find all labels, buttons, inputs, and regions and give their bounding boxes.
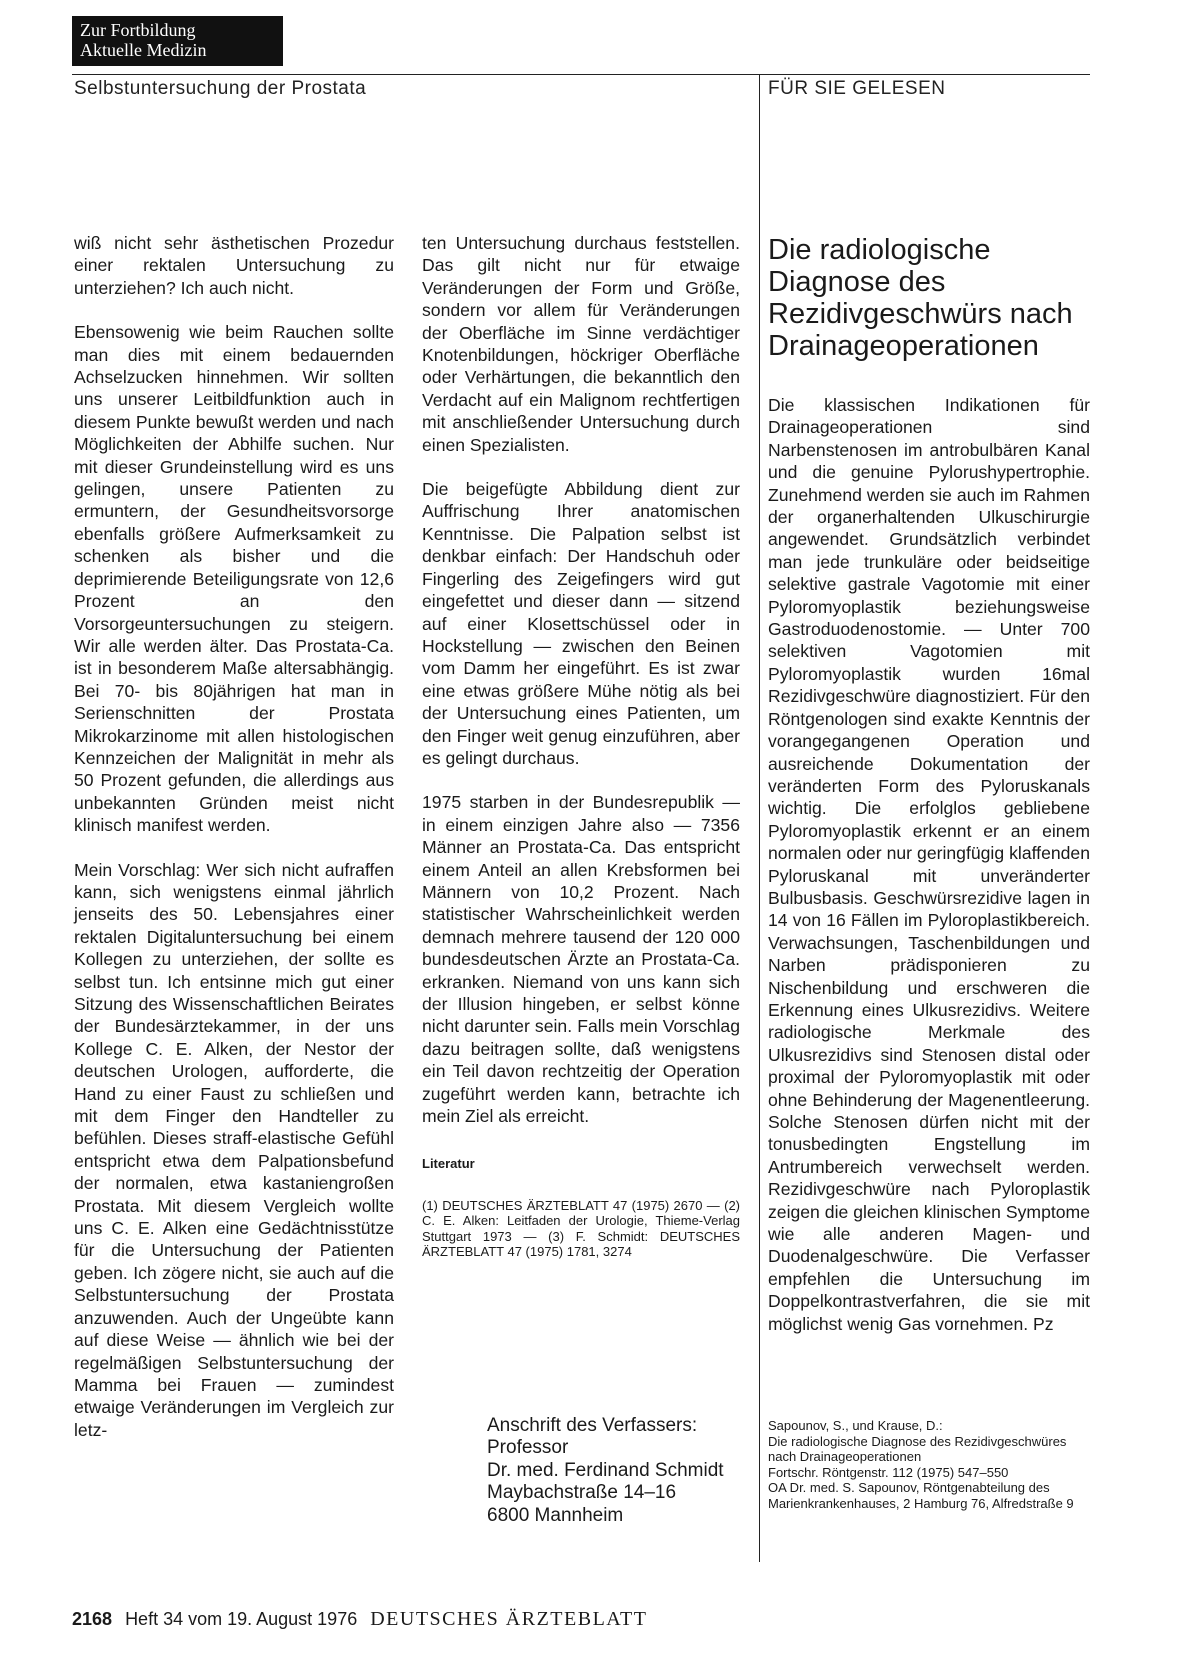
paragraph: Die beigefügte Abbildung dient zur Auffrischung Ihrer anatomischen Kenntnisse. Die Palpation selbst ist denkbar einfach: Der Handschuh oder Fingerling des Zeigefingers wird gut eingefettet und dieser dann — sitzend auf einer Klosettschüssel oder in Hockstellung — zwischen den Beinen vom Damm her eingeführt. Es ist zwar eine etwas größere Mühe nötig als bei der Untersuchung eines Patienten, um den Finger weit genug einzuführen, aber es gelingt durchaus. bbox=[422, 479, 740, 768]
badge-line-2: Aktuelle Medizin bbox=[80, 40, 207, 60]
issue-info: Heft 34 vom 19. August 1976 bbox=[125, 1609, 358, 1629]
page-footer bbox=[72, 1608, 647, 1631]
publication-name: DEUTSCHES ÄRZTEBLATT bbox=[370, 1608, 648, 1630]
section-title-left: Selbstuntersuchung der Prostata bbox=[74, 78, 367, 99]
literature-references: (1) DEUTSCHES ÄRZTEBLATT 47 (1975) 2670 — (2) C. E. Alken: Leitfaden der Urologie, Thieme-Verlag Stuttgart 1973 — (3) F. Schmidt: DEUTSCHES ÄRZTEBLATT 47 (1975) 1781, 3274 bbox=[422, 1197, 740, 1260]
paragraph: 1975 starben in der Bundesrepublik — in einem einzigen Jahre also — 7356 Männer an Prostata-Ca. Das entspricht einem Anteil an allen Krebsformen bei Männern von 10,2 Prozent. Nach statistischer Wahrscheinlichkeit werden demnach mehrere tausend der 120 000 bundesdeutschen Ärzte an Prostata-Ca. erkranken. Niemand von uns kann sich der Illusion hingeben, er selbst könne nicht darunter sein. Falls mein Vorschlag dazu beitragen sollte, daß wenigstens ein Teil davon rechtzeitig der Operation zugeführt werden kann, betrachte ich mein Ziel als erreicht. bbox=[422, 792, 740, 1127]
paragraph: Mein Vorschlag: Wer sich nicht aufraffen kann, sich wenigstens einmal jährlich jenseits des 50. Lebensjahres einer rektalen Digitaluntersuchung bei einem Kollegen zu unterziehen, der sollte es selbst tun. Ich entsinne mich gut einer Sitzung des Wissenschaftlichen Beirates der Bundesärztekammer, in der uns Kollege C. E. Alken, der Nestor der deutschen Urologen, aufforderte, die Hand zu einer Faust zu schließen und mit dem Finger den Handteller zu befühlen. Dieses straff-elastische Gefühl entspricht etwa dem Palpationsbefund der normalen, etwa kastaniengroßen Prostata. Mit diesem Vergleich wollte uns C. E. Alken eine Gedächtnisstütze für die Untersuchung der Patienten geben. Ich zögere nicht, sie auch auf die Selbstuntersuchung der Prostata anzuwenden. Auch der Ungeübte kann auf diese Weise — ähnlich wie bei der regelmäßigen Selbstuntersuchung der Mamma bei Frauen — zumindest etwaige Veränderungen im Vergleich zur letz- bbox=[74, 859, 394, 1440]
article-column-1 bbox=[74, 232, 394, 1463]
review-body: Die klassischen Indikationen für Drainageoperationen sind Narbenstenosen im antrobulbären Kanal und die genuine Pylorushypertrophie. Zunehmend werden sie auch im Rahmen der organerhaltenden Ulkuschirurgie angewendet. Grundsätzlich verbindet man jede trunkuläre oder beidseitige selektive gastrale Vagotomie mit einer Pyloromyoplastik beziehungsweise Gastroduodenostomie. — Unter 700 selektiven Vagotomien mit Pyloromyoplastik wurden 16mal Rezidivgeschwüre diagnostiziert. Für den Röntgenologen sind exakte Kenntnis der vorangegangenen Operation und ausreichende Dokumentation der veränderten Form des Pyloruskanals wichtig. Die erfolglos gebliebene Pyloromyoplastik erkennt er an einem normalen oder nur geringfügig klaffenden Pyloruskanal mit unveränderter Bulbusbasis. Geschwürsrezidive lagen in 14 von 16 Fällen im Pyloroplastikbereich. Verwachsungen, Taschenbildungen und Narben prädisponieren zu Nischenbildung und erschweren die Erkennung eines Ulkusrezidivs. Weitere radiologische Merkmale des Ulkusrezidivs sind Stenosen distal oder proximal der Pyloromyoplastik mit oder ohne Behinderung der Magenentleerung. Solche Stenosen dürfen nicht mit der tonusbedingten Engstellung im Antrumbereich verwechselt werden. Rezidivgeschwüre nach Pyloroplastik zeigen die gleichen klinischen Symptome wie alle anderen Magen- und Duodenalgeschwüre. Die Verfasser empfehlen die Untersuchung im Doppelkontrastverfahren, die sie mit möglichst wenig Gas vornehmen. Pz bbox=[768, 395, 1090, 1334]
section-title-right: FÜR SIE GELESEN bbox=[768, 78, 946, 99]
paragraph: Ebensowenig wie beim Rauchen sollte man dies mit einem bedauernden Achselzucken hinnehmen. Wir sollten uns unserer Leitbildfunktion auch in diesem Punkte bewußt werden und nach Möglichkeiten der Abhilfe suchen. Nur mit dieser Grundeinstellung wird es uns gelingen, unsere Patienten zu ermuntern, der Gesundheitsvorsorge ebenfalls größere Aufmerksamkeit zu schenken als bisher und die deprimierende Beteiligungsrate von 12,6 Prozent an den Vorsorgeuntersuchungen zu steigern. Wir alle werden älter. Das Prostata-Ca. ist in besonderem Maße altersabhängig. Bei 70- bis 80jährigen hat man in Serienschnitten der Prostata Mikrokarzinome mit allen histologischen Kennzeichen der Malignität in mehr als 50 Prozent gefunden, die allerdings aus unbekannten Gründen meist nicht klinisch manifest werden. bbox=[74, 322, 394, 836]
literature-heading: Literatur bbox=[422, 1156, 475, 1172]
page-number: 2168 bbox=[72, 1609, 113, 1629]
badge-line-1: Zur Fortbildung bbox=[80, 20, 196, 40]
article-column-2 bbox=[422, 232, 740, 1282]
paragraph: ten Untersuchung durchaus feststellen. Das gilt nicht nur für etwaige Veränderungen der Form und Größe, sondern vor allem für Veränderungen der Oberfläche im Sinne verdächtiger Knotenbildungen, höckriger Oberfläche oder Verhärtungen, die bekanntlich den Verdacht auf ein Malignom rechtfertigen mit anschließender Untersuchung durch einen Spezialisten. bbox=[422, 233, 740, 455]
review-headline: Die radiologische Diagnose des Rezidivgeschwürs nach Drainageoperationen bbox=[768, 234, 1073, 362]
column-divider bbox=[759, 74, 760, 1562]
paragraph: wiß nicht sehr ästhetischen Prozedur einer rektalen Untersuchung zu unterziehen? Ich auch nicht. bbox=[74, 233, 394, 298]
section-badge bbox=[72, 16, 283, 66]
author-address: Anschrift des Verfassers: Professor Dr. med. Ferdinand Schmidt Maybachstraße 14–16 6800 Mannheim bbox=[487, 1415, 724, 1526]
review-column bbox=[768, 394, 1090, 1357]
top-rule bbox=[72, 74, 1090, 75]
review-citation: Sapounov, S., und Krause, D.: Die radiologische Diagnose des Rezidivgeschwüres nach Drainageoperationen Fortschr. Röntgenstr. 112 (1975) 547–550 OA Dr. med. S. Sapounov, Röntgenabteilung des Marienkrankenhauses, 2 Hamburg 76, Alfredstraße 9 bbox=[768, 1418, 1074, 1511]
